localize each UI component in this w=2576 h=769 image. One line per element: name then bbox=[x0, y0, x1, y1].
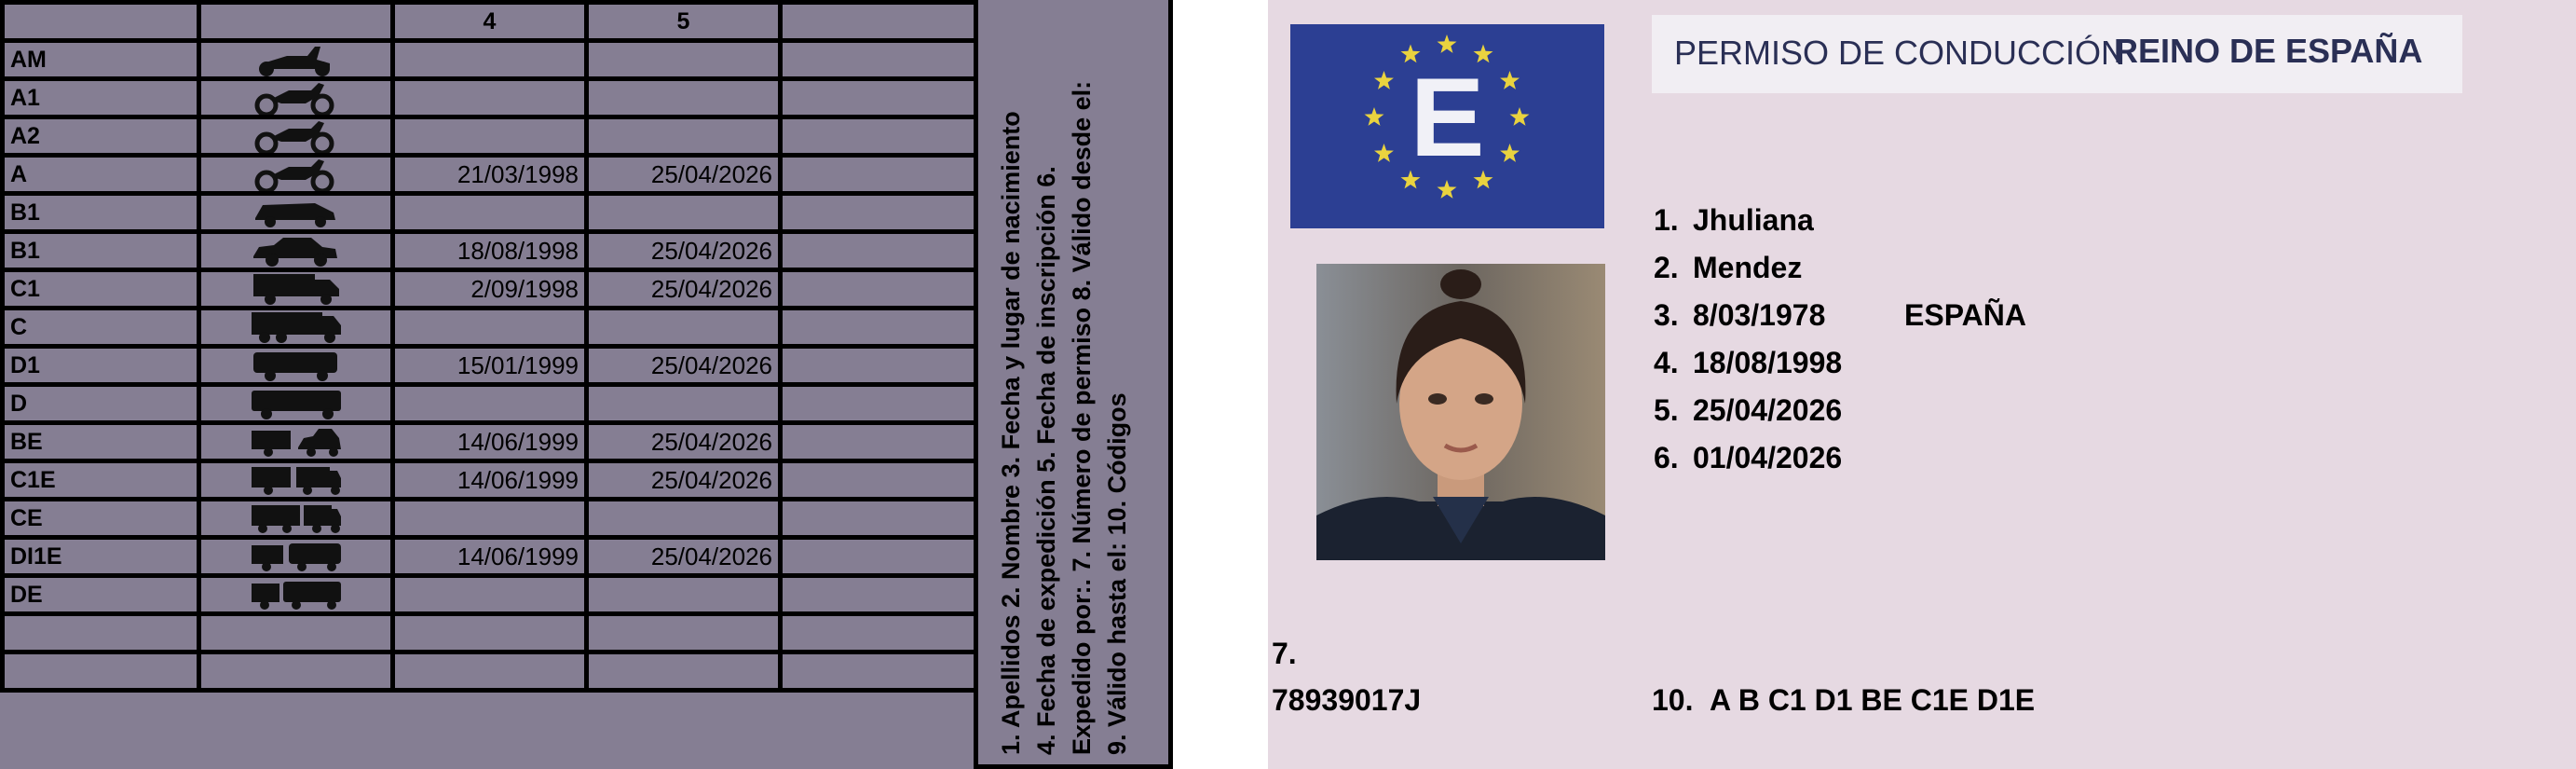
category-code: A bbox=[3, 156, 199, 194]
bus-trailer-icon bbox=[250, 578, 343, 611]
valid-until-cell bbox=[587, 309, 781, 347]
valid-until-cell: 25/04/2026 bbox=[587, 270, 781, 309]
category-code bbox=[3, 652, 199, 691]
vehicle-icon-cell bbox=[199, 117, 393, 156]
vehicle-icon-cell bbox=[199, 194, 393, 232]
holder-photo bbox=[1316, 264, 1605, 560]
restrictions-cell bbox=[781, 232, 976, 270]
vehicle-icon-cell bbox=[199, 385, 393, 423]
restrictions-cell bbox=[781, 461, 976, 500]
field-number: 6. bbox=[1654, 441, 1679, 474]
restrictions-cell bbox=[781, 538, 976, 576]
category-code: CE bbox=[3, 500, 199, 538]
issue-date-cell: 15/01/1999 bbox=[393, 347, 587, 385]
issue-date-cell: 14/06/1999 bbox=[393, 461, 587, 500]
issue-date-cell: 18/08/1998 bbox=[393, 232, 587, 270]
category-code bbox=[3, 614, 199, 652]
motorcycle-icon bbox=[250, 158, 343, 191]
birth-place: ESPAÑA bbox=[1904, 298, 2026, 332]
valid-until-cell: 25/04/2026 bbox=[587, 423, 781, 461]
truck-trailer-icon bbox=[250, 501, 343, 535]
category-code: C1 bbox=[3, 270, 199, 309]
valid-until-cell: 25/04/2026 bbox=[587, 347, 781, 385]
issued-by-value: 01/04/2026 bbox=[1693, 441, 1843, 474]
valid-until-cell: 25/04/2026 bbox=[587, 156, 781, 194]
moped-icon bbox=[250, 43, 343, 76]
column-header bbox=[199, 3, 393, 41]
issue-date-cell: 21/03/1998 bbox=[393, 156, 587, 194]
vehicle-icon-cell bbox=[199, 423, 393, 461]
field-number: 2. bbox=[1654, 251, 1679, 284]
valid-until-cell bbox=[587, 117, 781, 156]
valid-until-cell bbox=[587, 41, 781, 79]
license-title: PERMISO DE CONDUCCIÓN bbox=[1674, 34, 2126, 72]
restrictions-cell bbox=[781, 652, 976, 691]
field-number: 5. bbox=[1654, 393, 1679, 427]
category-row bbox=[3, 194, 976, 232]
restrictions-cell bbox=[781, 156, 976, 194]
issue-date-cell bbox=[393, 614, 587, 652]
license-categories: A B C1 D1 BE C1E D1E bbox=[1710, 683, 2036, 717]
field-valid-until bbox=[1654, 393, 1842, 428]
category-row bbox=[3, 117, 976, 156]
vehicle-icon-cell bbox=[199, 614, 393, 652]
minibus-trailer-icon bbox=[250, 540, 343, 573]
category-code: DI1E bbox=[3, 538, 199, 576]
vehicle-icon-cell bbox=[199, 232, 393, 270]
field-number: 1. bbox=[1654, 203, 1679, 237]
field-issued-by bbox=[1654, 441, 1842, 475]
vehicle-icon-cell bbox=[199, 41, 393, 79]
category-code: B1 bbox=[3, 194, 199, 232]
holder-name: Mendez bbox=[1693, 251, 1803, 284]
field-number: 4. bbox=[1654, 346, 1679, 379]
license-back bbox=[0, 0, 1168, 769]
category-row bbox=[3, 79, 976, 117]
category-code: B1 bbox=[3, 232, 199, 270]
category-table bbox=[0, 0, 978, 693]
category-row bbox=[3, 461, 976, 500]
country-code-letter: E bbox=[1410, 55, 1485, 180]
valid-until-cell: 25/04/2026 bbox=[587, 461, 781, 500]
category-row bbox=[3, 576, 976, 614]
valid-until-cell bbox=[587, 652, 781, 691]
field-legend-panel bbox=[974, 0, 1173, 769]
restrictions-cell bbox=[781, 500, 976, 538]
field-issue-date bbox=[1654, 346, 1842, 380]
restrictions-cell bbox=[781, 117, 976, 156]
issue-date-cell bbox=[393, 500, 587, 538]
vehicle-icon-cell bbox=[199, 309, 393, 347]
vehicle-icon-cell bbox=[199, 270, 393, 309]
column-header bbox=[781, 3, 976, 41]
category-code: A1 bbox=[3, 79, 199, 117]
table-header-row bbox=[3, 3, 976, 41]
category-row bbox=[3, 270, 976, 309]
vehicle-icon-cell bbox=[199, 576, 393, 614]
eu-flag-emblem bbox=[1290, 24, 1604, 228]
restrictions-cell bbox=[781, 270, 976, 309]
light-truck-icon bbox=[250, 272, 343, 306]
field-license-number bbox=[1272, 683, 1421, 718]
restrictions-cell bbox=[781, 347, 976, 385]
issue-date-cell bbox=[393, 385, 587, 423]
bus-icon bbox=[250, 387, 343, 420]
restrictions-cell bbox=[781, 41, 976, 79]
field-number: 7. bbox=[1272, 637, 1297, 670]
valid-until-cell: 25/04/2026 bbox=[587, 538, 781, 576]
license-front bbox=[1268, 0, 2576, 769]
vehicle-icon-cell bbox=[199, 500, 393, 538]
restrictions-cell bbox=[781, 79, 976, 117]
field-birth bbox=[1654, 298, 2026, 333]
category-row bbox=[3, 232, 976, 270]
category-row bbox=[3, 41, 976, 79]
motorcycle-icon bbox=[250, 119, 343, 153]
issue-date-cell: 14/06/1999 bbox=[393, 538, 587, 576]
valid-until-cell bbox=[587, 500, 781, 538]
legend-line: 9. Válido hasta el: 10. Códigos bbox=[1103, 392, 1131, 755]
issue-date-cell bbox=[393, 79, 587, 117]
issue-date-cell bbox=[393, 41, 587, 79]
category-row bbox=[3, 500, 976, 538]
vehicle-icon-cell bbox=[199, 79, 393, 117]
holder-surname: Jhuliana bbox=[1693, 203, 1814, 237]
valid-until-date: 25/04/2026 bbox=[1693, 393, 1843, 427]
issue-date-cell bbox=[393, 309, 587, 347]
valid-until-cell bbox=[587, 194, 781, 232]
category-code: BE bbox=[3, 423, 199, 461]
motorcycle-icon bbox=[250, 81, 343, 115]
field-number: 10. bbox=[1652, 683, 1694, 717]
valid-until-cell bbox=[587, 79, 781, 117]
vehicle-icon-cell bbox=[199, 156, 393, 194]
issue-date: 18/08/1998 bbox=[1693, 346, 1843, 379]
issue-date-cell: 2/09/1998 bbox=[393, 270, 587, 309]
category-code: C bbox=[3, 309, 199, 347]
valid-until-cell bbox=[587, 576, 781, 614]
category-code: D1 bbox=[3, 347, 199, 385]
vehicle-icon-cell bbox=[199, 538, 393, 576]
restrictions-cell bbox=[781, 576, 976, 614]
category-row bbox=[3, 347, 976, 385]
field-name bbox=[1654, 251, 1802, 285]
issuing-country: REINO DE ESPAÑA bbox=[2114, 32, 2423, 70]
issue-date-cell bbox=[393, 576, 587, 614]
field-categories bbox=[1652, 683, 2035, 718]
restrictions-cell bbox=[781, 309, 976, 347]
quad-icon bbox=[250, 196, 343, 229]
valid-until-cell bbox=[587, 385, 781, 423]
restrictions-cell bbox=[781, 385, 976, 423]
vehicle-icon-cell bbox=[199, 461, 393, 500]
issue-date-cell bbox=[393, 194, 587, 232]
category-code: AM bbox=[3, 41, 199, 79]
legend-line: Expedido por:. 7. Número de permiso 8. Válido desde el: bbox=[1068, 80, 1096, 755]
field-license-number-label bbox=[1272, 637, 1297, 671]
category-row bbox=[3, 614, 976, 652]
category-row bbox=[3, 156, 976, 194]
truck-icon bbox=[250, 310, 343, 344]
valid-until-cell bbox=[587, 614, 781, 652]
issue-date-cell: 14/06/1999 bbox=[393, 423, 587, 461]
portrait-image-icon bbox=[1316, 264, 1605, 560]
category-code: A2 bbox=[3, 117, 199, 156]
field-legend bbox=[993, 19, 1135, 755]
minibus-icon bbox=[250, 349, 343, 382]
license-header bbox=[1652, 15, 2462, 93]
restrictions-cell bbox=[781, 423, 976, 461]
category-row bbox=[3, 423, 976, 461]
category-row bbox=[3, 309, 976, 347]
category-row bbox=[3, 385, 976, 423]
legend-line: 4. Fecha de expedición 5. Fecha de inscripción 6. bbox=[1032, 166, 1060, 755]
field-surname bbox=[1654, 203, 1814, 238]
category-code: D bbox=[3, 385, 199, 423]
restrictions-cell bbox=[781, 194, 976, 232]
category-code: C1E bbox=[3, 461, 199, 500]
car-icon bbox=[250, 234, 343, 268]
category-code: DE bbox=[3, 576, 199, 614]
column-header: 4 bbox=[393, 3, 587, 41]
legend-line: 1. Apellidos 2. Nombre 3. Fecha y lugar de nacimiento bbox=[997, 111, 1025, 755]
valid-until-cell: 25/04/2026 bbox=[587, 232, 781, 270]
vehicle-icon-cell bbox=[199, 347, 393, 385]
column-header: 5 bbox=[587, 3, 781, 41]
license-number: 78939017J bbox=[1272, 683, 1422, 717]
light-truck-trailer-icon bbox=[250, 463, 343, 497]
issue-date-cell bbox=[393, 117, 587, 156]
field-number: 3. bbox=[1654, 298, 1679, 332]
restrictions-cell bbox=[781, 614, 976, 652]
car-trailer-icon bbox=[250, 425, 343, 459]
vehicle-icon-cell bbox=[199, 652, 393, 691]
column-header bbox=[3, 3, 199, 41]
birth-date: 8/03/1978 bbox=[1693, 298, 1826, 332]
issue-date-cell bbox=[393, 652, 587, 691]
category-row bbox=[3, 538, 976, 576]
category-row bbox=[3, 652, 976, 691]
